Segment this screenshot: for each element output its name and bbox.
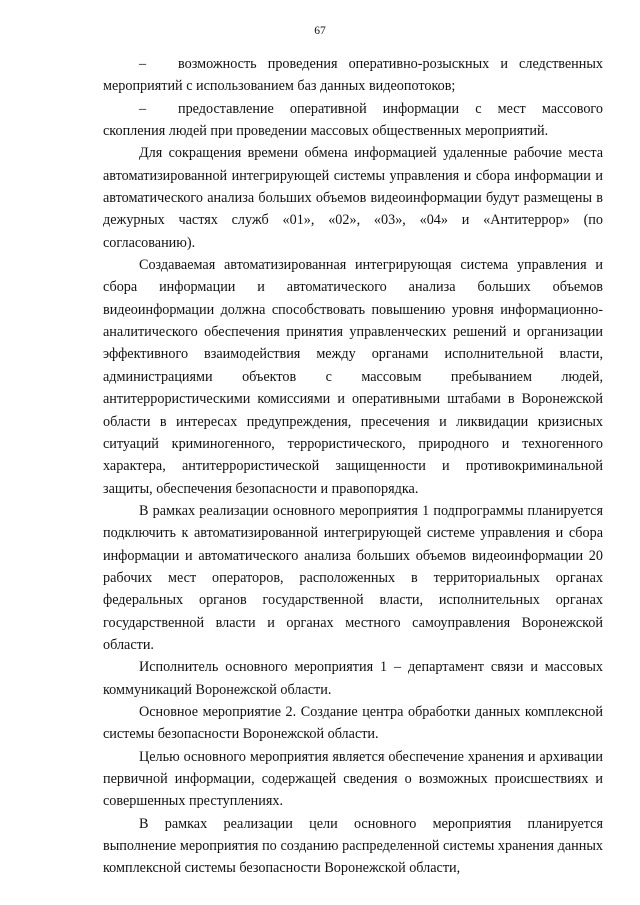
paragraph: Целью основного мероприятия является обеспечение хранения и архивации первичной информации, содержащей сведения о возможных происшествиях и совершенных преступлениях. — [103, 748, 603, 810]
bullet-item — [103, 98, 603, 143]
paragraph: В рамках реализации цели основного мероприятия планируется выполнение мероприятия по созданию распределенной системы хранения данных комплексной системы безопасности Воронежской области, — [103, 815, 603, 877]
paragraph: Создаваемая автоматизированная интегрирующая система управления и сбора информации и автоматического анализа больших объемов видеоинформации должна способствовать повышению уровня информационно-аналитического обеспечения принятия управленческих решений и организации эффективного взаимодействия между органами исполнительной власти, администрациями объектов с массовым пребыванием людей, антитеррористическими комиссиями и оперативными штабами в Воронежской области в интересах предупреждения, пресечения и ликвидации кризисных ситуаций криминогенного, террористического, природного и техногенного характера, антитеррористической защищенности и противокриминальной защиты, обеспечения безопасности и правопорядка. — [103, 257, 603, 497]
paragraph: Основное мероприятие 2. Создание центра обработки данных комплексной системы безопасности Воронежской области. — [103, 703, 603, 743]
paragraph: В рамках реализации основного мероприятия 1 подпрограммы планируется подключить к автоматизированной интегрирующей системе управления и сбора информации и автоматического анализа больших объемов видеоинформации 20 рабочих мест операторов, расположенных в территориальных органах федеральных органов государственной власти, исполнительных органах государственной власти и органах местного самоуправления Воронежской области. — [103, 502, 603, 653]
paragraph: Исполнитель основного мероприятия 1 – департамент связи и массовых коммуникаций Воронежской области. — [103, 659, 603, 698]
bullet-item — [103, 53, 603, 98]
document-body — [103, 53, 603, 880]
bullet-dash: – — [139, 100, 147, 117]
paragraph: Для сокращения времени обмена информацией удаленные рабочие места автоматизированной интегрирующей системы управления и сбора информации и автоматического анализа больших объемов видеоинформации будут размещены в дежурных частях служб «01», «02», «03», «04» и «Антитеррор» (по согласованию). — [103, 145, 603, 251]
bullet-text: предоставление оперативной информации с мест массового скопления людей при проведении массовых общественных мероприятий. — [103, 100, 603, 140]
page-number: 67 — [314, 25, 326, 37]
bullet-dash: – — [139, 56, 147, 72]
bullet-text: возможность проведения оперативно-розыскных и следственных мероприятий с использованием баз данных видеопотоков; — [103, 56, 603, 95]
